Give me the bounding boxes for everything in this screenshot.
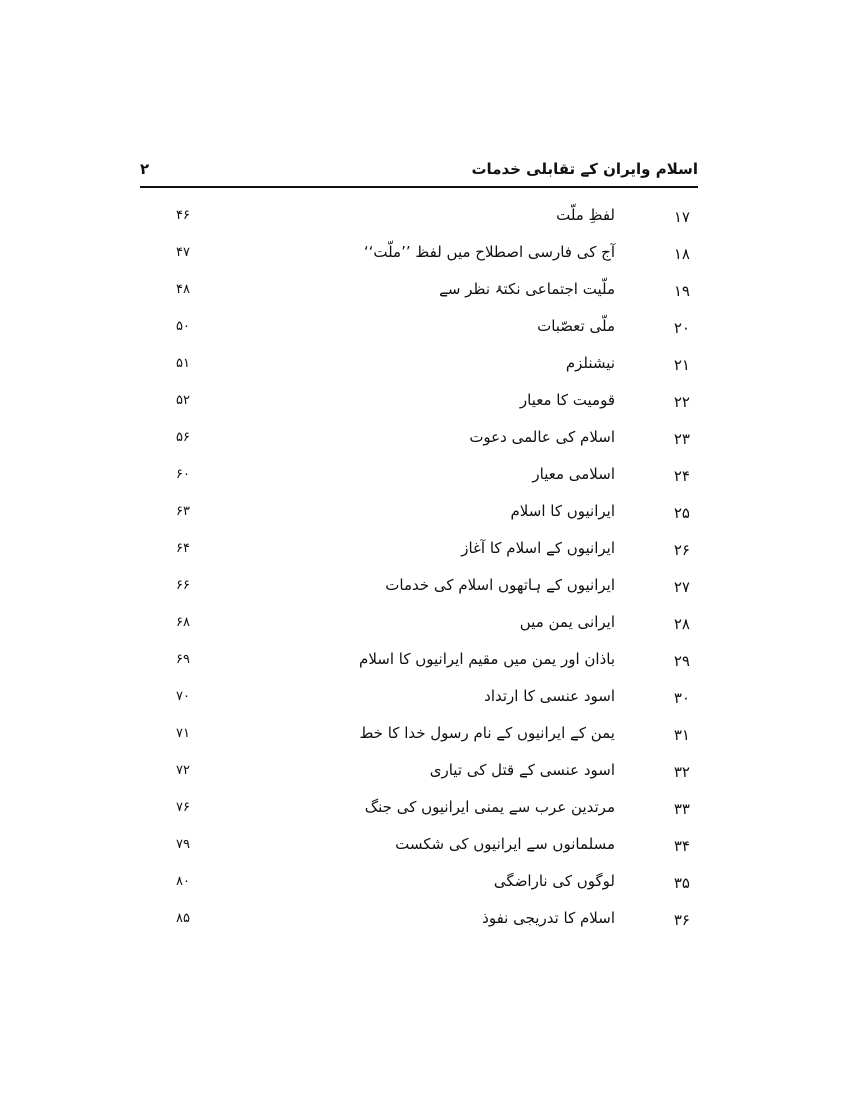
toc-item-title: ایرانی یمن میں — [519, 613, 615, 631]
toc-item-page: ۷۶ — [176, 800, 190, 815]
toc-row — [0, 498, 850, 534]
page-number: ۲ — [140, 160, 150, 178]
running-title: اسلام وایران کے تقابلی خدمات — [471, 160, 698, 178]
toc-row — [0, 794, 850, 830]
toc-row — [0, 239, 850, 275]
toc-item-title: ملّیت اجتماعی نکتۂ نظر سے — [439, 280, 615, 298]
toc-row — [0, 757, 850, 793]
toc-item-title: مرتدین عرب سے یمنی ایرانیوں کی جنگ — [364, 798, 615, 816]
toc-row — [0, 276, 850, 312]
toc-row — [0, 202, 850, 238]
toc-row — [0, 535, 850, 571]
page-header — [140, 160, 698, 184]
toc-row — [0, 646, 850, 682]
toc-item-number: ۲۷ — [673, 578, 690, 596]
toc-item-page: ۵۰ — [176, 319, 190, 334]
toc-row — [0, 461, 850, 497]
toc-item-title: اسود عنسی کا ارتداد — [484, 687, 615, 705]
toc-item-page: ۴۶ — [176, 208, 190, 223]
toc-item-title: اسلام کا تدریجی نفوذ — [482, 909, 615, 927]
toc-item-title: آج کی فارسی اصطلاح میں لفظ ’’ملّت‘‘ — [363, 243, 615, 261]
toc-row — [0, 905, 850, 941]
toc-item-number: ۲۴ — [673, 467, 690, 485]
toc-item-title: باذان اور یمن میں مقیم ایرانیوں کا اسلام — [359, 650, 615, 668]
toc-item-page: ۴۸ — [176, 282, 190, 297]
toc-item-page: ۵۱ — [176, 356, 190, 371]
toc-item-number: ۲۹ — [673, 652, 690, 670]
toc-item-title: مسلمانوں سے ایرانیوں کی شکست — [395, 835, 615, 853]
toc-item-title: ایرانیوں کا اسلام — [510, 502, 615, 520]
toc-item-page: ۶۰ — [176, 467, 190, 482]
toc-item-title: اسود عنسی کے قتل کی تیاری — [429, 761, 615, 779]
toc-item-page: ۶۹ — [176, 652, 190, 667]
toc-item-number: ۲۳ — [673, 430, 690, 448]
toc-row — [0, 572, 850, 608]
toc-item-page: ۶۳ — [176, 504, 190, 519]
toc-item-number: ۱۸ — [673, 245, 690, 263]
toc-item-page: ۸۵ — [176, 911, 190, 926]
toc-item-page: ۸۰ — [176, 874, 190, 889]
toc-row — [0, 313, 850, 349]
toc-item-page: ۵۲ — [176, 393, 190, 408]
toc-item-title: قومیت کا معیار — [519, 391, 615, 409]
toc-item-number: ۱۷ — [673, 208, 690, 226]
toc-item-page: ۶۶ — [176, 578, 190, 593]
toc-item-page: ۷۹ — [176, 837, 190, 852]
toc-item-number: ۲۵ — [673, 504, 690, 522]
toc-item-number: ۲۰ — [673, 319, 690, 337]
toc-item-number: ۳۴ — [673, 837, 690, 855]
toc-item-page: ۷۱ — [176, 726, 190, 741]
toc-row — [0, 683, 850, 719]
toc-item-title: ایرانیوں کے ہاتھوں اسلام کی خدمات — [385, 576, 615, 594]
toc-item-number: ۲۲ — [673, 393, 690, 411]
toc-item-page: ۷۲ — [176, 763, 190, 778]
toc-item-title: ملّی تعصّبات — [537, 317, 615, 335]
toc-item-title: اسلامی معیار — [532, 465, 615, 483]
toc-item-page: ۴۷ — [176, 245, 190, 260]
toc-item-page: ۵۶ — [176, 430, 190, 445]
toc-item-number: ۲۱ — [673, 356, 690, 374]
toc-item-number: ۲۸ — [673, 615, 690, 633]
toc-item-number: ۱۹ — [673, 282, 690, 300]
toc-item-page: ۷۰ — [176, 689, 190, 704]
toc-item-title: اسلام کی عالمی دعوت — [469, 428, 615, 446]
toc-item-page: ۶۸ — [176, 615, 190, 630]
toc-row — [0, 868, 850, 904]
toc-item-number: ۳۱ — [673, 726, 690, 744]
toc-row — [0, 609, 850, 645]
toc-item-number: ۳۰ — [673, 689, 690, 707]
toc-item-number: ۳۶ — [673, 911, 690, 929]
toc-item-title: لوگوں کی ناراضگی — [493, 872, 615, 890]
toc-item-number: ۳۲ — [673, 763, 690, 781]
toc-item-title: ایرانیوں کے اسلام کا آغاز — [461, 539, 615, 557]
toc-item-page: ۶۴ — [176, 541, 190, 556]
header-rule — [140, 186, 698, 188]
toc-item-title: یمن کے ایرانیوں کے نام رسول خدا کا خط — [359, 724, 615, 742]
toc-item-number: ۳۳ — [673, 800, 690, 818]
toc-item-number: ۲۶ — [673, 541, 690, 559]
toc-row — [0, 387, 850, 423]
toc-item-number: ۳۵ — [673, 874, 690, 892]
toc-row — [0, 424, 850, 460]
toc-item-title: لفظِ ملّت — [556, 206, 615, 224]
toc-row — [0, 350, 850, 386]
toc-row — [0, 720, 850, 756]
toc-item-title: نیشنلزم — [565, 354, 615, 372]
toc-row — [0, 831, 850, 867]
